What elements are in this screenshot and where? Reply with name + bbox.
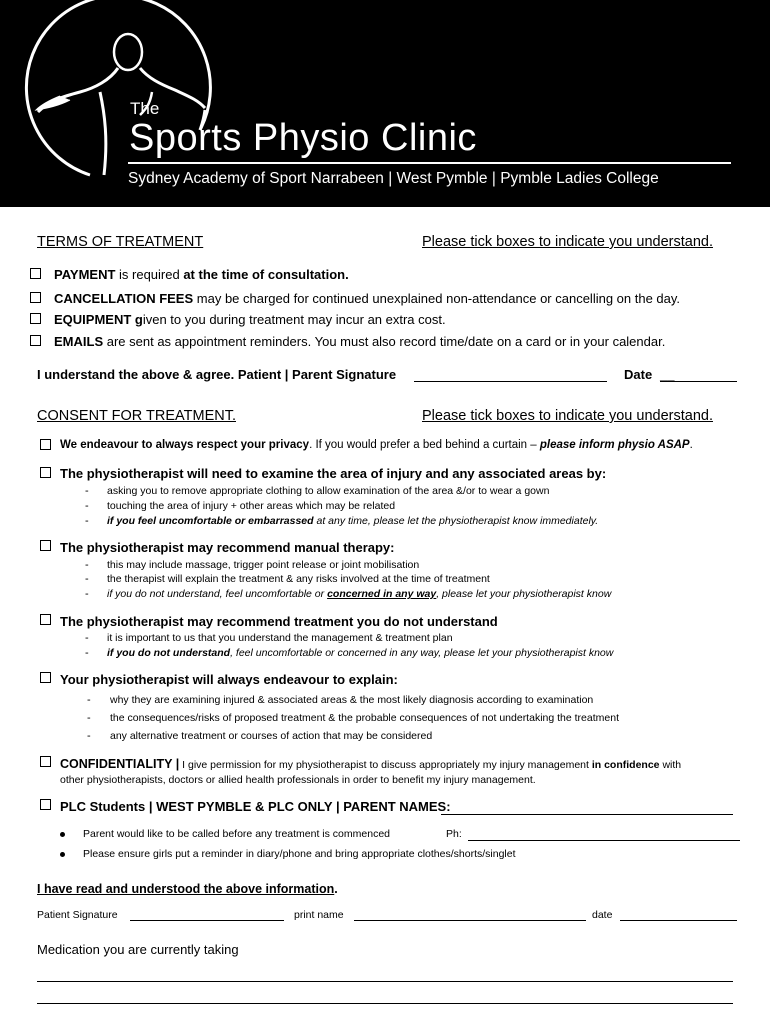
manual-heading: The physiotherapist may recommend manual therapy: xyxy=(60,540,395,555)
header-divider xyxy=(128,162,731,164)
read-understood: I have read and understood the above information. xyxy=(37,882,338,896)
parent-phone-field[interactable] xyxy=(468,840,740,841)
header-the: The xyxy=(130,99,160,118)
examine-checkbox[interactable] xyxy=(40,467,51,478)
consent-tick-note: Please tick boxes to indicate you understand. xyxy=(422,408,713,424)
terms-emails: EMAILS are sent as appointment reminders. You must also record time/date on a card or in your calendar. xyxy=(54,334,666,349)
explain-checkbox[interactable] xyxy=(40,672,51,683)
terms-signature-label: I understand the above & agree. Patient | Parent Signature xyxy=(37,367,397,382)
consent-title: CONSENT FOR TREATMENT. xyxy=(37,408,236,424)
terms-payment: PAYMENT is required at the time of consultation. xyxy=(54,267,349,282)
explain-point-2: the consequences/risks of proposed treatment & the probable consequences of not undertaking the treatment xyxy=(110,712,619,724)
examine-point-1: asking you to remove appropriate clothing to allow examination of the area &/or to wear a gown xyxy=(107,485,550,497)
manual-point-1: this may include massage, trigger point release or joint mobilisation xyxy=(107,559,420,571)
manual-therapy-checkbox[interactable] xyxy=(40,540,51,551)
patient-signature-field[interactable] xyxy=(130,920,284,921)
plc-bullet-reminder: Please ensure girls put a reminder in diary/phone and bring appropriate clothes/shorts/singlet xyxy=(83,848,516,860)
explain-point-1: why they are examining injured & associated areas & the most likely diagnosis according to examination xyxy=(110,694,594,706)
privacy-checkbox[interactable] xyxy=(40,439,51,450)
manual-point-2: the therapist will explain the treatment & any risks involved at the time of treatment xyxy=(107,573,490,585)
cancellation-checkbox[interactable] xyxy=(30,292,41,303)
plc-checkbox[interactable] xyxy=(40,799,51,810)
print-name-label: print name xyxy=(294,909,344,921)
explain-heading: Your physiotherapist will always endeavour to explain: xyxy=(60,672,398,687)
confidentiality-checkbox[interactable] xyxy=(40,756,51,767)
footer-date-label: date xyxy=(592,909,613,921)
understand-point-1: it is important to us that you understand the management & treatment plan xyxy=(107,632,453,644)
terms-signature-field[interactable] xyxy=(414,381,607,382)
terms-date-prefix: __ xyxy=(660,367,675,382)
clinic-locations: Sydney Academy of Sport Narrabeen | West Pymble | Pymble Ladies College xyxy=(128,170,659,187)
confidentiality-line-1: CONFIDENTIALITY | I give permission for my physiotherapist to discuss appropriately my injury management in confidence with xyxy=(60,757,682,771)
terms-tick-note: Please tick boxes to indicate you understand. xyxy=(422,234,713,250)
terms-date-label: Date xyxy=(624,367,653,382)
medication-line-2[interactable] xyxy=(37,1003,733,1004)
plc-phone-label: Ph: xyxy=(446,828,462,840)
examine-point-2: touching the area of injury + other areas which may be related xyxy=(107,500,396,512)
equipment-checkbox[interactable] xyxy=(30,313,41,324)
emails-checkbox[interactable] xyxy=(30,335,41,346)
clinic-header xyxy=(0,0,770,207)
footer-date-field[interactable] xyxy=(620,920,737,921)
understand-heading: The physiotherapist may recommend treatment you do not understand xyxy=(60,614,498,629)
understand-checkbox[interactable] xyxy=(40,614,51,625)
plc-bullet-call: Parent would like to be called before any treatment is commenced xyxy=(83,828,390,840)
medication-label: Medication you are currently taking xyxy=(37,942,239,957)
confidentiality-line-2: other physiotherapists, doctors or allied health professionals in order to benefit my injury management. xyxy=(60,774,536,786)
medication-line-1[interactable] xyxy=(37,981,733,982)
terms-title: TERMS OF TREATMENT xyxy=(37,234,204,250)
parent-names-field[interactable] xyxy=(441,814,733,815)
examine-heading: The physiotherapist will need to examine the area of injury and any associated areas by: xyxy=(60,466,607,481)
print-name-field[interactable] xyxy=(354,920,586,921)
examine-point-3: if you feel uncomfortable or embarrassed at any time, please let the physiotherapist know immediately. xyxy=(107,515,599,527)
plc-label: PLC Students | WEST PYMBLE & PLC ONLY | PARENT NAMES: xyxy=(60,799,451,814)
privacy-statement: We endeavour to always respect your privacy. If you would prefer a bed behind a curtain – please inform physio ASAP. xyxy=(60,439,693,451)
patient-signature-label: Patient Signature xyxy=(37,909,118,921)
clinic-name: Sports Physio Clinic xyxy=(129,117,477,159)
terms-cancellation: CANCELLATION FEES may be charged for continued unexplained non-attendance or cancelling on the day. xyxy=(54,291,681,306)
payment-checkbox[interactable] xyxy=(30,268,41,279)
terms-equipment: EQUIPMENT given to you during treatment may incur an extra cost. xyxy=(54,312,446,327)
explain-point-3: any alternative treatment or courses of action that may be considered xyxy=(110,730,433,742)
manual-point-3: if you do not understand, feel uncomfortable or concerned in any way, please let your physiotherapist know xyxy=(107,588,612,600)
understand-point-2: if you do not understand, feel uncomfortable or concerned in any way, please let your physiotherapist know xyxy=(107,647,614,659)
